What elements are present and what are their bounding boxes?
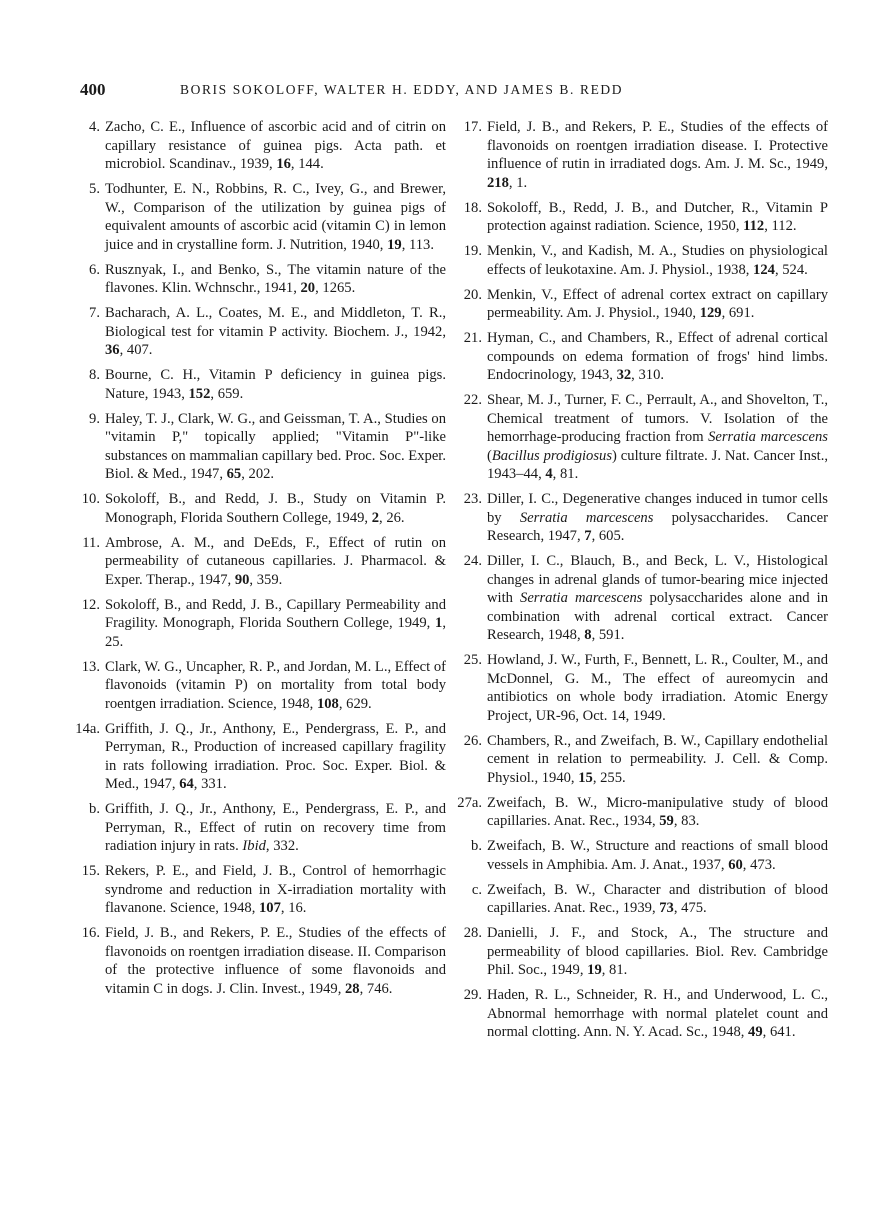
reference-text: ) culture filtrate. J. Nat. Cancer Inst., 1943–44, (487, 447, 828, 482)
reference-text: , 605. (591, 528, 625, 544)
reference-text: Menkin, V., and Kadish, M. A., Studies on physiological effects of leukotaxine. Am. J. Physiol., 1938, (487, 243, 828, 278)
reference-text: , 202. (241, 466, 275, 482)
reference-text: Ambrose, A. M., and DeEds, F., Effect of rutin on permeability of cutaneous capillaries. J. Pharmacol. & Exper. Therap., 1947, (105, 534, 446, 588)
reference-number: 10. (81, 491, 100, 507)
reference-text: , 359. (249, 571, 283, 588)
reference-entry (457, 794, 828, 831)
reference-text: Clark, W. G., Uncapher, R. P., and Jordan, M. L., Effect of flavonoids (vitamin P) on mortality from total body roentgen irradiation. Science, 1948, (105, 658, 446, 712)
reference-number: 21. (463, 330, 482, 346)
reference-text: Diller, I. C., Blauch, B., and Beck, L. V., Histological changes in adrenal glands of tumor-bearing mice injected with (487, 553, 828, 606)
reference-text: Hyman, C., and Chambers, R., Effect of adrenal cortical compounds on edema formation of frogs' hind limbs. Endocrinology, 1943, (487, 330, 828, 383)
running-head-authors: BORIS SOKOLOFF, WALTER H. EDDY, AND JAMES B. REDD (180, 82, 624, 97)
reference-number: 5. (89, 181, 100, 197)
reference-number: 24. (463, 553, 482, 569)
reference-text: , 310. (631, 367, 665, 383)
reference-entry (463, 986, 828, 1042)
reference-text: Griffith, J. Q., Jr., Anthony, E., Pendergrass, E. P., and Perryman, R., Effect of rutin on recovery time from radiation injury in rats. (105, 801, 446, 854)
reference-text: ( (487, 447, 492, 464)
reference-volume: 129 (699, 305, 722, 321)
reference-entry (86, 366, 446, 403)
reference-text: Chambers, R., and Zweifach, B. W., Capillary endothelial cement in relation to permeability. J. Cell. & Comp. Physiol., 1940, (487, 732, 828, 786)
reference-text: Diller, I. C., Degenerative changes induced in tumor cells by (487, 491, 828, 526)
reference-text: Griffith, J. Q., Jr., Anthony, E., Pendergrass, E. P., and Perryman, R., Production of increased capillary fragility in rats following irradiation. Proc. Soc. Exper. Biol. & Med., 1947, (105, 720, 446, 792)
reference-number: 12. (81, 596, 100, 613)
reference-text: Rekers, P. E., and Field, J. B., Control of hemorrhagic syndrome and reduction in X-irradiation mortality with flavanone. Science, 1948, (105, 863, 446, 916)
reference-text: Haden, R. L., Schneider, R. H., and Underwood, L. C., Abnormal hemorrhage with normal platelet count and normal clotting. Ann. N. Y. Acad. Sc., 1948, (487, 987, 828, 1040)
reference-text: , 255. (592, 769, 626, 786)
reference-text: Sokoloff, B., and Redd, J. B., Capillary Permeability and Fragility. Monograph, Florida Southern College, 1949, (105, 596, 446, 631)
reference-text: Sokoloff, B., Redd, J. B., and Dutcher, R., Vitamin P protection against radiation. Science, 1950, (487, 199, 828, 234)
reference-text: Bacharach, A. L., Coates, M. E., and Middleton, T. R., Biological test for vitamin P activity. Biochem. J., 1942, (105, 305, 446, 340)
reference-volume: 49 (748, 1024, 763, 1040)
reference-volume: 60 (728, 856, 743, 873)
page-header (80, 80, 810, 102)
reference-text: Sokoloff, B., and Redd, J. B., Study on Vitamin P. Monograph, Florida Southern College, 1949, (105, 491, 446, 526)
reference-text: polysaccharides alone and in combination with adrenal cortical extract. Cancer Research, 1948, (487, 590, 829, 643)
reference-number: b. (471, 838, 482, 854)
reference-entry (463, 732, 828, 788)
reference-entry (81, 596, 446, 652)
reference-volume: 32 (616, 367, 632, 383)
reference-text: , 26. (379, 509, 405, 526)
reference-text: Bourne, C. H., Vitamin P deficiency in guinea pigs. Nature, 1943, (105, 367, 446, 402)
reference-text: , 83. (673, 813, 700, 829)
reference-text: , 659. (210, 385, 244, 402)
reference-entry (81, 658, 446, 714)
reference-entry (463, 242, 828, 279)
reference-number: b. (89, 801, 100, 817)
reference-number: 25. (463, 652, 482, 668)
reference-number: 13. (81, 658, 100, 675)
reference-entry (86, 800, 446, 856)
reference-number: 4. (89, 119, 100, 135)
reference-text: , 1. (508, 174, 528, 191)
reference-volume: 218 (487, 174, 509, 191)
reference-entry (463, 286, 828, 323)
reference-column-left (75, 118, 446, 1005)
reference-text: , 331. (193, 776, 227, 792)
reference-italic-text: Bacillus prodigiosus (491, 447, 613, 464)
reference-entry (82, 534, 446, 590)
reference-number: 16. (81, 925, 100, 941)
reference-text: Todhunter, E. N., Robbins, R. C., Ivey, G., and Brewer, W., Comparison of the utilization by guinea pigs of equivalent amounts of ascorbic acid (vitamin C) in lemon juice and in crystalline form. J. Nutrition, 1940, (105, 181, 446, 253)
reference-number: 27a. (457, 794, 482, 811)
reference-volume: 108 (316, 695, 339, 712)
reference-text: Danielli, J. F., and Stock, A., The structure and permeability of blood capillaries. Biol. Rev. Cambridge Phil. Soc., 1949, (487, 925, 828, 978)
reference-entry (81, 862, 446, 918)
reference-text: Haley, T. J., Clark, W. G., and Geissman, T. A., Studies on "vitamin P," topically applied; "Vitamin P"-like substances on mammalian capillary bed. Proc. Soc. Exper. Biol. & Med., 1947, (105, 410, 446, 482)
reference-text: , 113. (401, 236, 434, 253)
reference-number: 29. (463, 987, 482, 1003)
reference-text: , 407. (119, 342, 153, 358)
reference-number: 6. (89, 261, 100, 278)
reference-volume: 16 (276, 156, 291, 172)
reference-number: 23. (463, 491, 482, 507)
reference-text: Zweifach, B. W., Micro-manipulative study of blood capillaries. Anat. Rec., 1934, (487, 794, 828, 829)
reference-text: Shear, M. J., Turner, F. C., Perrault, A., and Shovelton, T., Chemical treatment of tumors. V. Isolation of the hemorrhage-producing fraction from (487, 392, 828, 445)
reference-entry (463, 924, 828, 980)
reference-text: polysaccharides. Cancer Research, 1947, (487, 509, 828, 544)
reference-number: 18. (463, 199, 482, 216)
reference-volume: 7 (584, 528, 592, 544)
reference-italic-text: Serratia marcescens (520, 590, 643, 606)
reference-volume: 112 (743, 218, 765, 234)
reference-text: , 475. (673, 900, 707, 916)
reference-volume: 28 (345, 980, 360, 997)
reference-entry (86, 180, 446, 254)
reference-volume: 20 (300, 280, 316, 296)
reference-number: 19. (463, 243, 482, 259)
reference-volume: 2 (371, 509, 380, 526)
reference-volume: 64 (179, 776, 194, 792)
reference-number: 26. (463, 732, 482, 749)
reference-text: , 81. (552, 466, 579, 482)
reference-text: Rusznyak, I., and Benko, S., The vitamin nature of the flavones. Klin. Wchnschr., 1941, (105, 261, 446, 296)
reference-volume: 107 (259, 900, 281, 916)
reference-italic-text: Serratia marcescens (519, 509, 654, 526)
reference-entry (81, 490, 446, 527)
reference-volume: 15 (578, 769, 593, 786)
reference-text: Zweifach, B. W., Structure and reactions of small blood vessels in Amphibia. Am. J. Anat., 1937, (487, 838, 828, 873)
reference-volume: 8 (584, 627, 592, 643)
reference-text: , 112. (764, 218, 797, 234)
reference-text: , 25. (105, 615, 446, 650)
reference-entry (463, 118, 828, 192)
reference-volume: 19 (587, 962, 602, 978)
reference-text: , 81. (601, 962, 628, 978)
reference-entry (463, 329, 828, 385)
reference-number: 15. (81, 863, 100, 879)
reference-text: Zweifach, B. W., Character and distribution of blood capillaries. Anat. Rec., 1939, (487, 881, 828, 916)
reference-text: , 746. (359, 980, 393, 997)
reference-number: 17. (463, 119, 482, 135)
reference-number: 7. (89, 305, 100, 321)
reference-text: , 591. (591, 627, 625, 643)
reference-text: , 144. (290, 156, 324, 172)
reference-volume: 59 (659, 813, 674, 829)
reference-volume: 73 (659, 900, 674, 916)
reference-text: Zacho, C. E., Influence of ascorbic acid and of citrin on capillary resistance of guinea pigs. Acta path. et microbiol. Scandinav., 1939, (105, 119, 446, 172)
reference-text: Howland, J. W., Furth, F., Bennett, L. R., Coulter, M., and McDonnel, G. M., The effect of aureomycin and antibiotics on whole body irradiation. Atomic Energy Project, UR-96, Oct. 14, 1949. (487, 652, 828, 724)
reference-number: c. (471, 881, 482, 898)
reference-number: 28. (463, 925, 482, 941)
reference-entry (86, 261, 446, 298)
reference-text: , 1265. (315, 280, 356, 296)
reference-number: 14a. (75, 720, 100, 737)
reference-text: , 691. (721, 305, 755, 321)
reference-number: 20. (463, 286, 482, 303)
reference-volume: 90 (234, 571, 250, 588)
reference-volume: 152 (188, 385, 211, 402)
reference-entry (86, 118, 446, 174)
reference-text: , 16. (280, 900, 307, 916)
reference-entry (463, 552, 829, 645)
reference-entry (75, 720, 446, 794)
reference-entry (463, 199, 828, 236)
reference-text: , 524. (774, 261, 808, 278)
reference-text: Menkin, V., Effect of adrenal cortex extract on capillary permeability. Am. J. Physiol., 1940, (487, 286, 828, 321)
reference-entry (81, 924, 446, 998)
reference-entry (468, 881, 828, 918)
reference-text: , 641. (762, 1024, 796, 1040)
reference-number: 8. (89, 367, 100, 383)
reference-entry (468, 837, 828, 874)
reference-text: , 629. (338, 695, 372, 712)
reference-number: 22. (463, 392, 482, 408)
reference-italic-text: Ibid (242, 838, 266, 854)
page-number: 400 (80, 80, 106, 99)
reference-text: , 332. (265, 838, 299, 854)
reference-entry (463, 391, 828, 484)
reference-entry (86, 304, 446, 360)
reference-text: , 473. (742, 856, 776, 873)
reference-text: Field, J. B., and Rekers, P. E., Studies of the effects of flavonoids on roentgen irradiation disease. II. Comparison of the protective influence of some flavonoids and vitamin C in dogs. J. Clin. Invest., 1949, (105, 925, 446, 997)
reference-entry (86, 410, 446, 484)
reference-text: Field, J. B., and Rekers, P. E., Studies of the effects of flavonoids on roentgen irradiation disease. I. Protective influence of rutin in irradiated dogs. Am. J. M. Sc., 1949, (487, 119, 828, 172)
reference-volume: 124 (753, 261, 775, 278)
reference-volume: 1 (435, 615, 443, 631)
reference-entry (463, 490, 828, 546)
reference-volume: 4 (545, 466, 553, 482)
reference-number: 9. (89, 410, 100, 427)
reference-volume: 65 (226, 466, 242, 482)
reference-volume: 36 (105, 342, 120, 358)
reference-entry (463, 651, 828, 725)
reference-number: 11. (82, 534, 100, 551)
reference-volume: 19 (387, 236, 402, 253)
reference-italic-text: Serratia marcescens (708, 429, 828, 445)
reference-column-right (457, 118, 829, 1048)
